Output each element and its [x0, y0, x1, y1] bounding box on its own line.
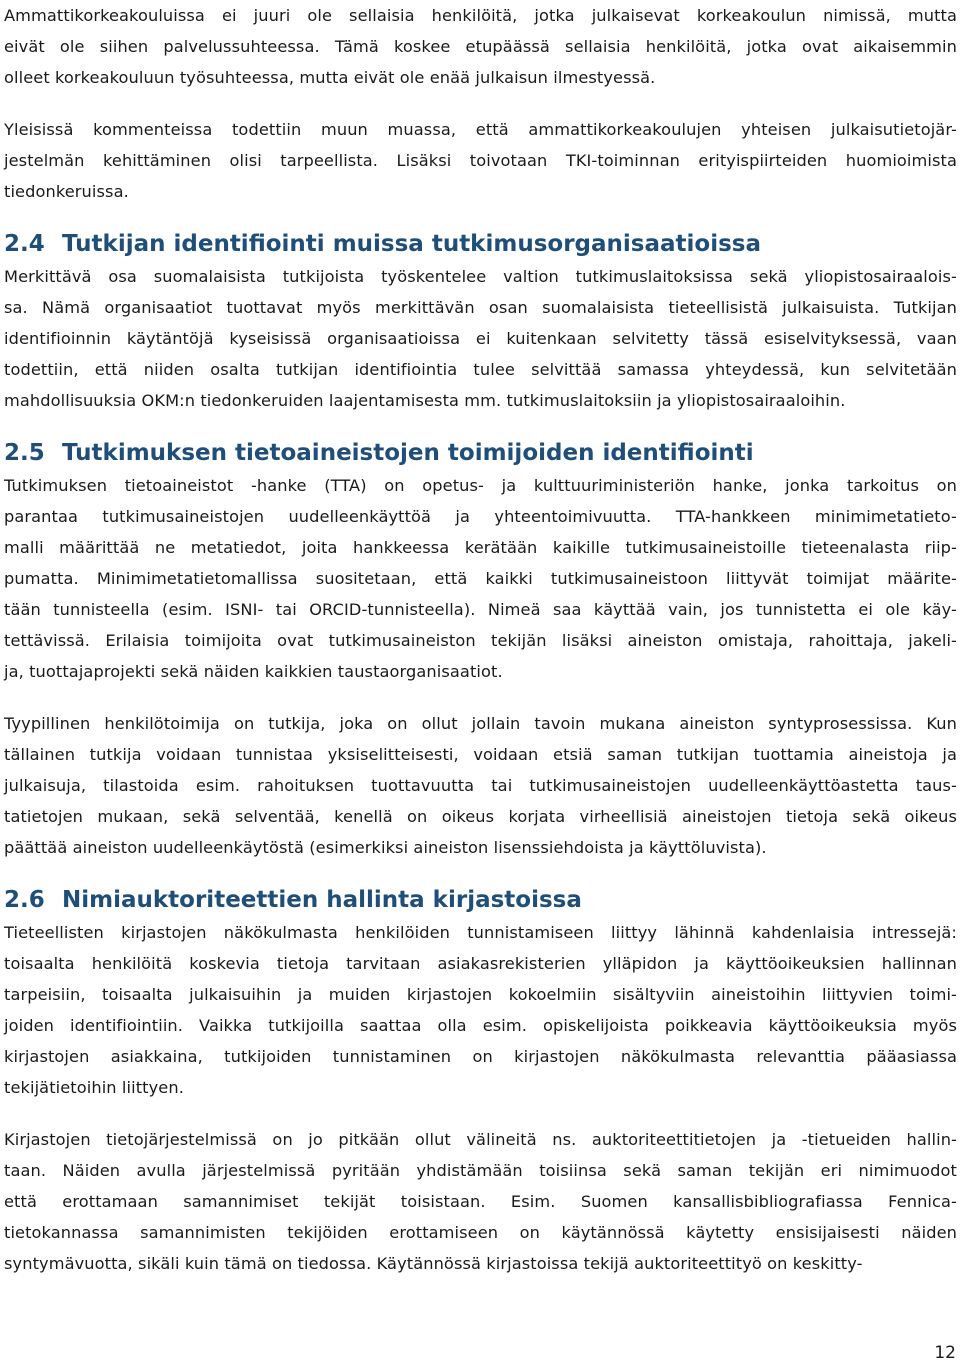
heading-gap [4, 207, 957, 227]
paragraph-line: joiden identifiointiin. Vaikka tutkijoilla saattaa olla esim. opiskelijoista poikkeavia käyttöoikeuksia myös [4, 1016, 957, 1035]
paragraph-line: Tutkimuksen tietoaineistot -hanke (TTA) on opetus- ja kulttuuriministeriön hanke, jonka tarkoitus on [4, 476, 957, 495]
body-paragraph [4, 261, 957, 416]
paragraph-line: päättää aineiston uudelleenkäytöstä (esimerkiksi aineiston lisenssiehdoista ja käyttöluvista). [4, 838, 767, 857]
paragraph-line: Tieteellisten kirjastojen näkökulmasta henkilöiden tunnistamiseen liittyy lähinnä kahdenlaisia intressejä: [4, 923, 957, 942]
body-paragraph [4, 1124, 957, 1279]
section-heading [4, 436, 957, 470]
paragraph-line: sa. Nämä organisaatiot tuottavat myös merkittävän osan suomalaisista tieteellisistä julkaisuista. Tutkijan [4, 298, 957, 317]
paragraph-line: jestelmän kehittäminen olisi tarpeellista. Lisäksi toivotaan TKI-toiminnan erityispiirteiden huomioimista [4, 151, 957, 170]
body-paragraph [4, 114, 957, 207]
paragraph-gap [4, 687, 957, 708]
paragraph-line: malli määrittää ne metatiedot, joita hankkeessa kerätään kaikille tutkimusaineistoille tieteenalasta riip- [4, 538, 957, 557]
heading-gap [4, 863, 957, 883]
body-paragraph [4, 470, 957, 687]
paragraph-line: kirjastojen asiakkaina, tutkijoiden tunnistaminen on kirjastojen näkökulmasta relevanttia pääasiassa [4, 1047, 957, 1066]
paragraph-line: Yleisissä kommenteissa todettiin muun muassa, että ammattikorkeakoulujen yhteisen julkaisutietojär- [4, 120, 957, 139]
paragraph-line: tiedonkeruissa. [4, 182, 129, 201]
section-heading [4, 227, 957, 261]
paragraph-line: toisaalta henkilöitä koskevia tietoja tarvitaan asiakasrekisterien ylläpidon ja käyttöoikeuksien hallinnan [4, 954, 957, 973]
section-title: Tutkimuksen tietoaineistojen toimijoiden identifiointi [62, 440, 754, 466]
paragraph-gap [4, 93, 957, 114]
heading-gap [4, 416, 957, 436]
paragraph-line: tatietojen mukaan, sekä selventää, kenellä on oikeus korjata virheellisiä aineistojen tietoja sekä oikeus [4, 807, 957, 826]
paragraph-line: taan. Näiden avulla järjestelmissä pyritään yhdistämään toisiinsa sekä saman tekijän eri nimimuodot [4, 1161, 957, 1180]
body-paragraph [4, 0, 957, 93]
body-paragraph [4, 708, 957, 863]
section-title: Tutkijan identifiointi muissa tutkimusorganisaatioissa [62, 231, 761, 257]
paragraph-line: tällainen tutkija voidaan tunnistaa yksiselitteisesti, voidaan etsiä saman tutkijan tuottamia aineistoja ja [4, 745, 957, 764]
section-number: 2.6 [4, 887, 45, 913]
document-page [4, 0, 957, 1279]
paragraph-line: tettävissä. Erilaisia toimijoita ovat tutkimusaineiston tekijän lisäksi aineiston omistaja, rahoittaja, jakeli- [4, 631, 957, 650]
paragraph-line: parantaa tutkimusaineistojen uudelleenkäyttöä ja yhteentoimivuutta. TTA-hankkeen minimimetatieto- [4, 507, 957, 526]
paragraph-line: Kirjastojen tietojärjestelmissä on jo pitkään ollut välineitä ns. auktoriteettitietojen ja -tietueiden hallin- [4, 1130, 957, 1149]
paragraph-line: tään tunnisteella (esim. ISNI- tai ORCID-tunnisteella). Nimeä saa käyttää vain, jos tunnistetta ei ole käy- [4, 600, 957, 619]
paragraph-line: julkaisuja, tilastoida esim. rahoituksen tuottavuutta tai tutkimusaineistojen uudelleenkäyttöastetta taus- [4, 776, 957, 795]
paragraph-line: todettiin, että niiden osalta tutkijan identifiointia tulee selvittää samassa yhteydessä, kun selvitetään [4, 360, 957, 379]
body-paragraph [4, 917, 957, 1103]
section-title: Nimiauktoriteettien hallinta kirjastoissa [62, 887, 582, 913]
paragraph-line: pumatta. Minimimetatietomallissa suositetaan, että kaikki tutkimusaineistoon liittyvät toimijat määrite- [4, 569, 957, 588]
paragraph-line: tekijätietoihin liittyen. [4, 1078, 184, 1097]
paragraph-line: Ammattikorkeakouluissa ei juuri ole sellaisia henkilöitä, jotka julkaisevat korkeakoulun nimissä, mutta [4, 6, 957, 25]
section-number: 2.4 [4, 231, 45, 257]
paragraph-line: eivät ole siihen palvelussuhteessa. Tämä koskee etupäässä sellaisia henkilöitä, jotka ovat aikaisemmin [4, 37, 957, 56]
paragraph-line: Merkittävä osa suomalaisista tutkijoista työskentelee valtion tutkimuslaitoksissa sekä yliopistosairaalois- [4, 267, 957, 286]
paragraph-line: syntymävuotta, sikäli kuin tämä on tiedossa. Käytännössä kirjastoissa tekijä auktoriteettityö on keskitty- [4, 1254, 863, 1273]
section-heading [4, 883, 957, 917]
paragraph-line: tarpeisiin, toisaalta julkaisuihin ja muiden kirjastojen kokoelmiin sisältyviin aineistoihin liittyvien toimi- [4, 985, 957, 1004]
section-number: 2.5 [4, 440, 45, 466]
paragraph-line: että erottamaan samannimiset tekijät toisistaan. Esim. Suomen kansallisbibliografiassa Fennica- [4, 1192, 957, 1211]
paragraph-line: mahdollisuuksia OKM:n tiedonkeruiden laajentamisesta mm. tutkimuslaitoksiin ja yliopistosairaaloihin. [4, 391, 846, 410]
paragraph-line: identifioinnin käytäntöjä kyseisissä organisaatioissa ei kuitenkaan selvitetty tässä esiselvityksessä, vaan [4, 329, 957, 348]
paragraph-line: tietokannassa samannimisten tekijöiden erottamiseen on käytännössä käytetty ensisijaisesti näiden [4, 1223, 957, 1242]
paragraph-line: ja, tuottajaprojekti sekä näiden kaikkien taustaorganisaatiot. [4, 662, 503, 681]
page-number: 12 [934, 1343, 956, 1363]
paragraph-line: olleet korkeakouluun työsuhteessa, mutta eivät ole enää julkaisun ilmestyessä. [4, 68, 656, 87]
paragraph-line: Tyypillinen henkilötoimija on tutkija, joka on ollut jollain tavoin mukana aineiston syntyprosessissa. Kun [4, 714, 957, 733]
paragraph-gap [4, 1103, 957, 1124]
